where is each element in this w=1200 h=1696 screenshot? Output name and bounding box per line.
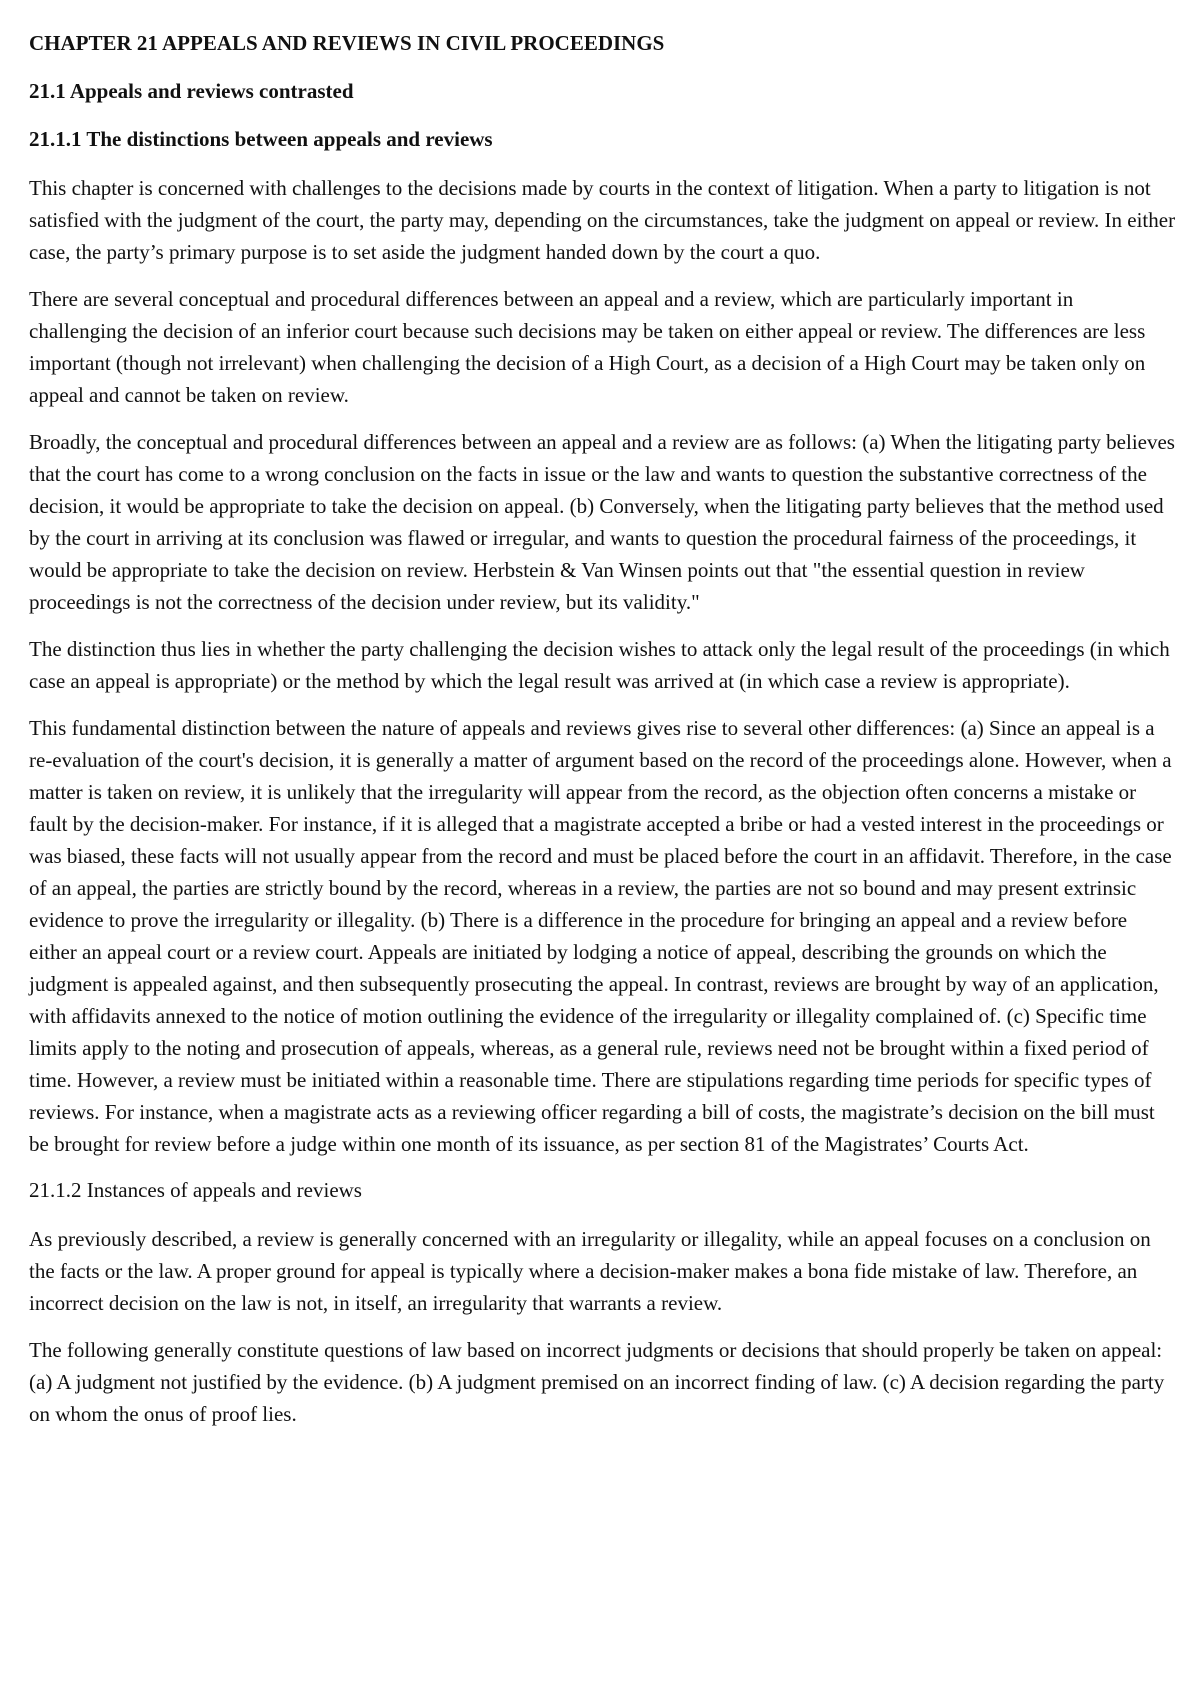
chapter-title: CHAPTER 21 APPEALS AND REVIEWS IN CIVIL PROCEEDINGS: [29, 31, 665, 55]
section-heading-21-1-2: 21.1.2 Instances of appeals and reviews: [29, 1178, 362, 1202]
paragraph-intro: This chapter is concerned with challenges to the decisions made by courts in the context of litigation. When a party to litigation is not satisfied with the judgment of the court, the party may, depending on the circumstances, take the judgment on appeal or review. In either case, the party’s primary purpose is to set aside the judgment handed down by the court a quo.: [29, 176, 1176, 264]
paragraph-questions-of-law: The following generally constitute questions of law based on incorrect judgments or decisions that should properly be taken on appeal: (a) A judgment not justified by the evidence. (b) A judgment premised on an incorrect finding of law. (c) A decision regarding the party on whom the onus of proof lies.: [29, 1338, 1165, 1426]
paragraph-previously-described: As previously described, a review is generally concerned with an irregularity or illegality, while an appeal focuses on a conclusion on the facts or the law. A proper ground for appeal is typically where a decision-maker makes a bona fide mistake of law. Therefore, an incorrect decision on the law is not, in itself, an irregularity that warrants a review.: [29, 1227, 1151, 1315]
section-heading-21-1: 21.1 Appeals and reviews contrasted: [29, 79, 354, 103]
section-heading-21-1-1: 21.1.1 The distinctions between appeals and reviews: [29, 127, 493, 151]
paragraph-broad-differences: Broadly, the conceptual and procedural differences between an appeal and a review are as follows: (a) When the litigating party believes that the court has come to a wrong conclusion on the facts in issue or the law and wants to question the substantive correctness of the decision, it would be appropriate to take the decision on appeal. (b) Conversely, when the litigating party believes that the method used by the court in arriving at its conclusion was flawed or irregular, and wants to question the procedural fairness of the proceedings, it would be appropriate to take the decision on review. Herbstein & Van Winsen points out that "the essential question in review proceedings is not the correctness of the decision under review, but its validity.": [29, 430, 1175, 614]
paragraph-distinction: The distinction thus lies in whether the party challenging the decision wishes to attack only the legal result of the proceedings (in which case an appeal is appropriate) or the method by which the legal result was arrived at (in which case a review is appropriate).: [29, 637, 1170, 693]
paragraph-fundamental-distinction: This fundamental distinction between the nature of appeals and reviews gives rise to several other differences: (a) Since an appeal is a re-evaluation of the court's decision, it is generally a matter of argument based on the record of the proceedings alone. However, when a matter is taken on review, it is unlikely that the irregularity will appear from the record, as the objection often concerns a mistake or fault by the decision-maker. For instance, if it is alleged that a magistrate accepted a bribe or had a vested interest in the proceedings or was biased, these facts will not usually appear from the record and must be placed before the court in an affidavit. Therefore, in the case of an appeal, the parties are strictly bound by the record, whereas in a review, the parties are not so bound and may present extrinsic evidence to prove the irregularity or illegality. (b) There is a difference in the procedure for bringing an appeal and a review before either an appeal court or a review court. Appeals are initiated by lodging a notice of appeal, describing the grounds on which the judgment is appealed against, and then subsequently prosecuting the appeal. In contrast, reviews are brought by way of an application, with affidavits annexed to the notice of motion outlining the evidence of the irregularity or illegality complained of. (c) Specific time limits apply to the noting and prosecution of appeals, whereas, as a general rule, reviews need not be brought within a fixed period of time. However, a review must be initiated within a reasonable time. There are stipulations regarding time periods for specific types of reviews. For instance, when a magistrate acts as a reviewing officer regarding a bill of costs, the magistrate’s decision on the bill must be brought for review before a judge within one month of its issuance, as per section 81 of the Magistrates’ Courts Act.: [29, 716, 1172, 1156]
paragraph-differences: There are several conceptual and procedural differences between an appeal and a review, which are particularly important in challenging the decision of an inferior court because such decisions may be taken on either appeal or review. The differences are less important (though not irrelevant) when challenging the decision of a High Court, as a decision of a High Court may be taken only on appeal and cannot be taken on review.: [29, 287, 1146, 407]
